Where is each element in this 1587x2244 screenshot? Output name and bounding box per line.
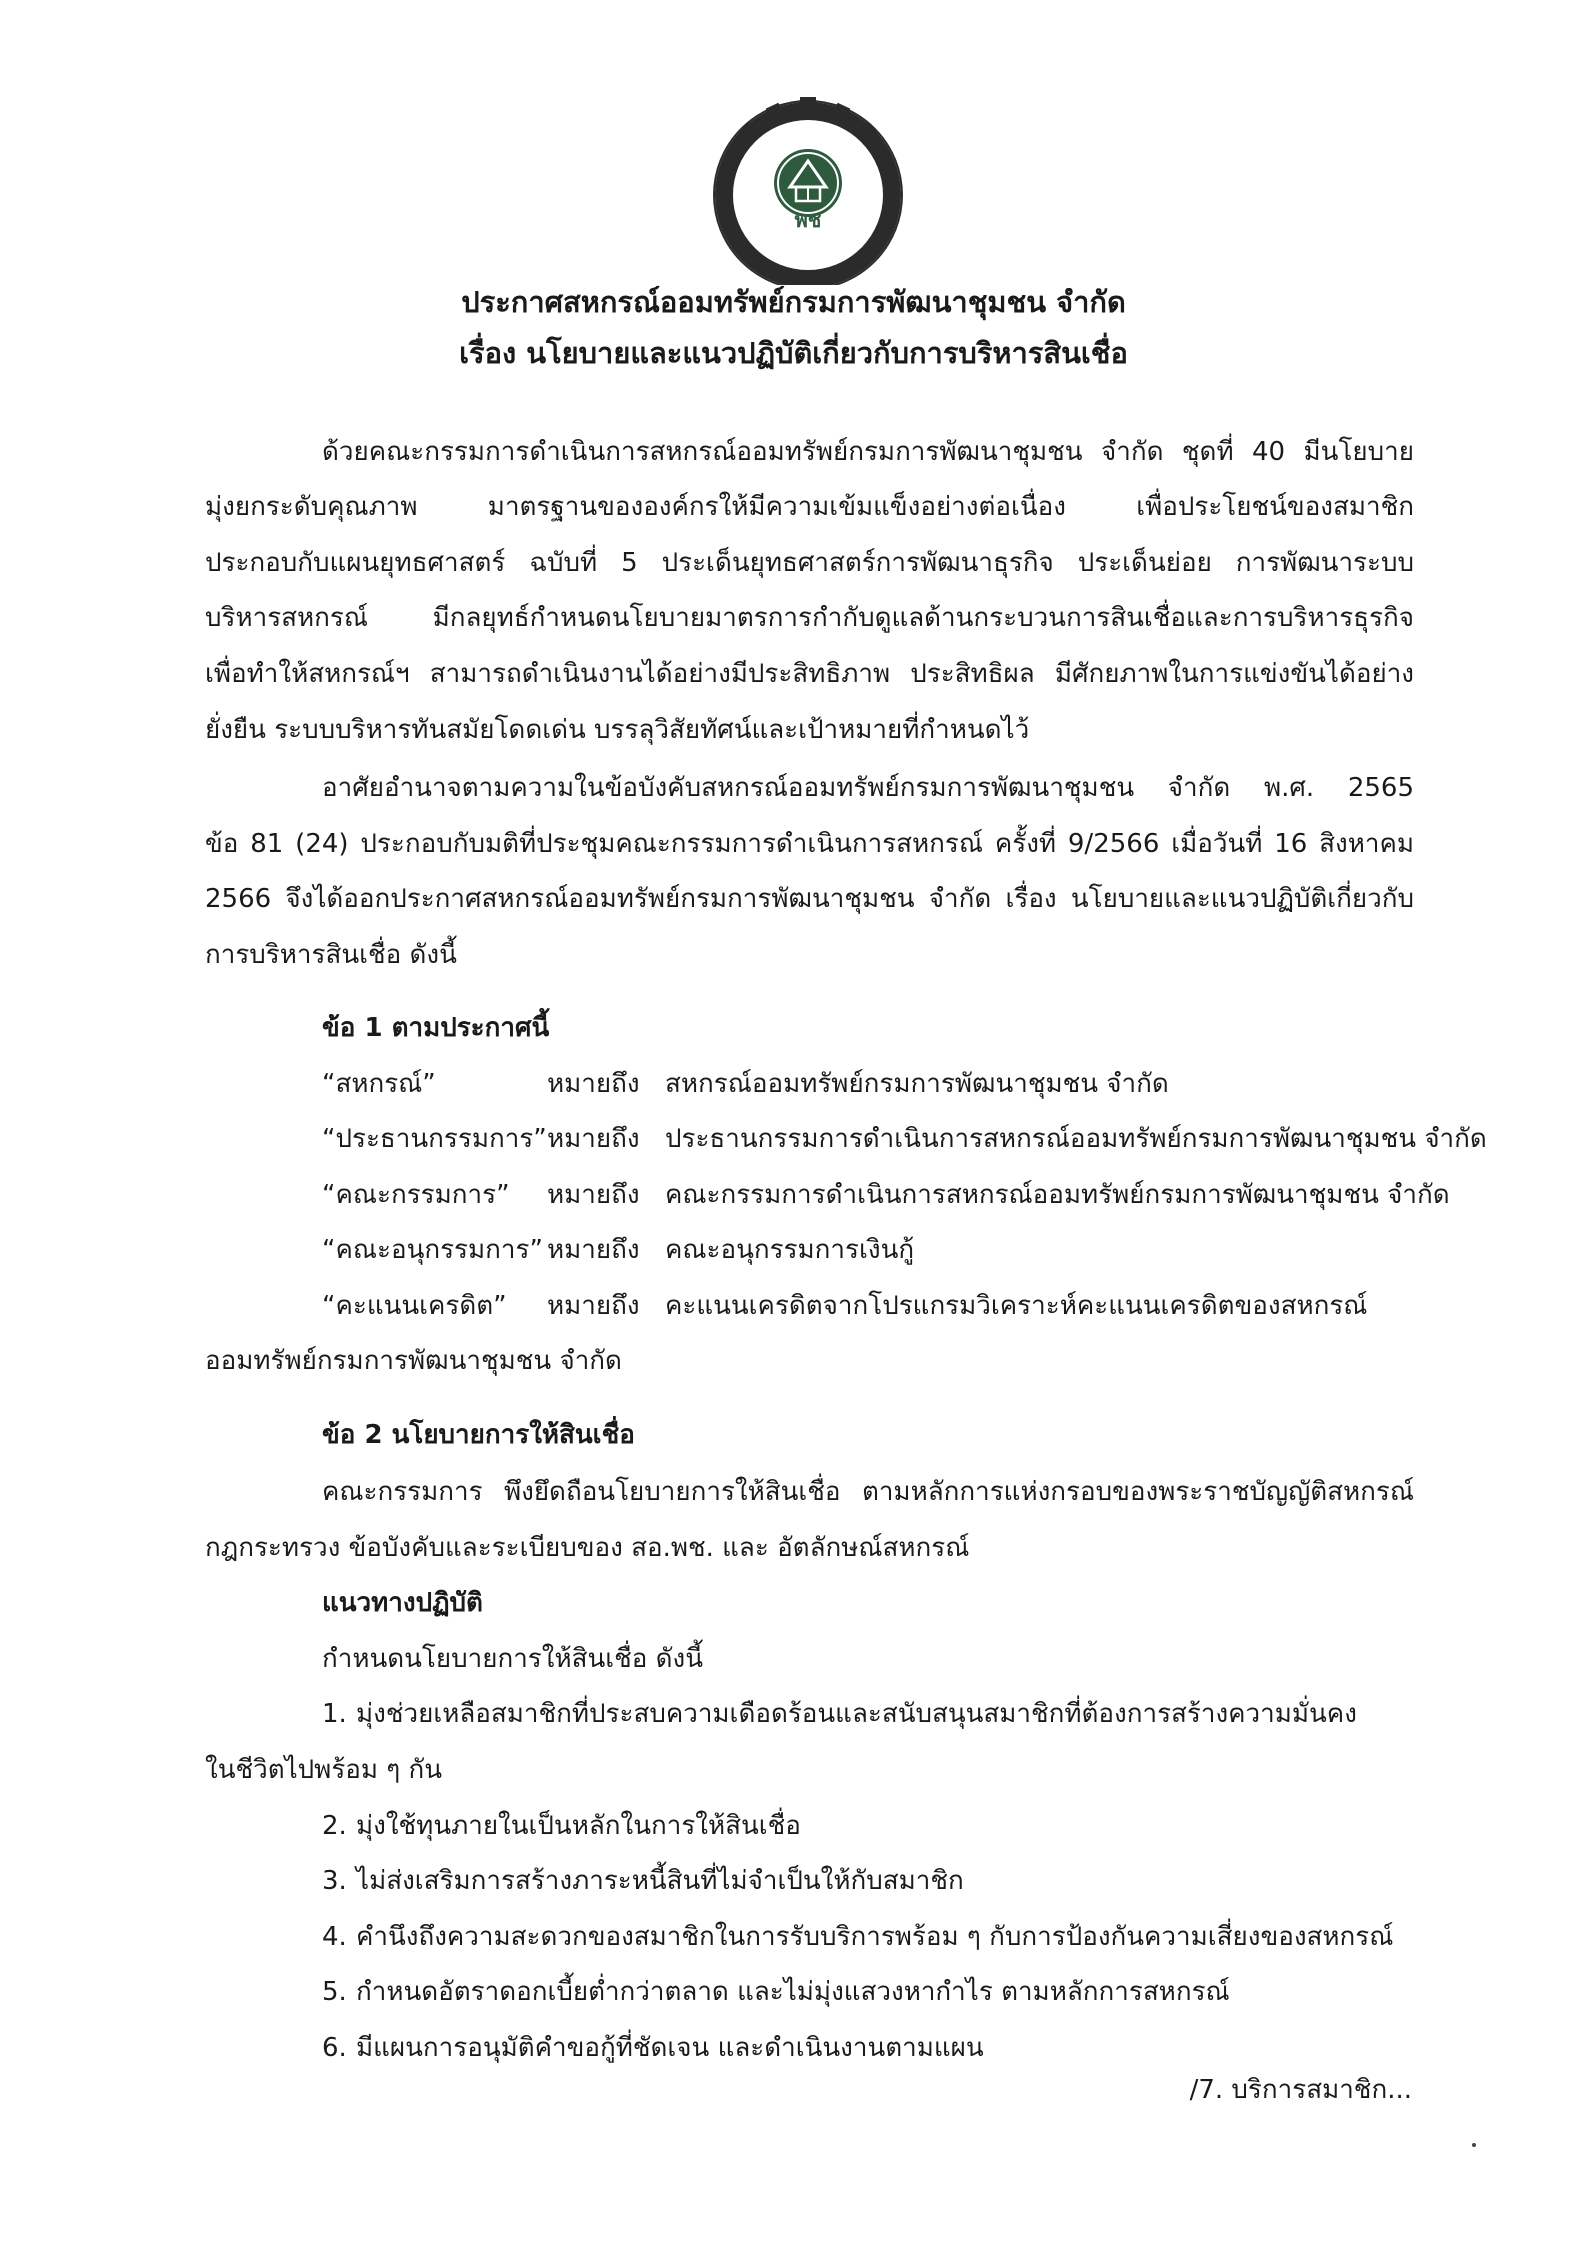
page-continuation: /7. บริการสมาชิก... [1189,2075,1412,2105]
definition-means: หมายถึง [547,1069,640,1099]
para1-line: ยั่งยืน ระบบบริหารทันสมัยโดดเด่น บรรลุวิสัยทัศน์และเป้าหมายที่กำหนดไว้ [205,715,1030,745]
list-item-number: 6. [322,2033,347,2063]
list-item-number: 5. [322,1977,347,2007]
definition-text: สหกรณ์ออมทรัพย์กรมการพัฒนาชุมชน จำกัด [665,1069,1169,1099]
announcement-title: ประกาศสหกรณ์ออมทรัพย์กรมการพัฒนาชุมชน จำกัด [461,285,1126,319]
list-item-text: มุ่งช่วยเหลือสมาชิกที่ประสบความเดือดร้อนและสนับสนุนสมาชิกที่ต้องการสร้างความมั่นคง [356,1699,1357,1729]
logo-ring-text: สหกรณ์ออมทรัพย์กรมการพัฒนาชุมชน จำกัด [733,195,884,271]
list-item-text: ไม่ส่งเสริมการสร้างภาระหนี้สินที่ไม่จำเป็นให้กับสมาชิก [356,1866,964,1896]
definition-term: “ประธานกรรมการ” [322,1124,547,1154]
list-item-text: มุ่งใช้ทุนภายในเป็นหลักในการให้สินเชื่อ [356,1811,801,1841]
para2-line: การบริหารสินเชื่อ ดังนี้ [205,940,457,970]
list-item-text: มีแผนการอนุมัติคำขอกู้ที่ชัดเจน และดำเนินงานตามแผน [356,2033,984,2063]
definition-term: “คะแนนเครดิต” [322,1291,507,1321]
announcement-subject: เรื่อง นโยบายและแนวปฏิบัติเกี่ยวกับการบริหารสินเชื่อ [459,336,1128,370]
definition-text: คณะอนุกรรมการเงินกู้ [665,1235,915,1265]
list-item-number: 1. [322,1699,347,1729]
para1-line: ด้วยคณะกรรมการดำเนินการสหกรณ์ออมทรัพย์กรมการพัฒนาชุมชน จำกัด ชุดที่ 40 มีนโยบาย [322,437,1414,467]
list-item-number: 4. [322,1922,347,1952]
definition-means: หมายถึง [547,1180,640,1210]
para1-line: ประกอบกับแผนยุทธศาสตร์ ฉบับที่ 5 ประเด็นยุทธศาสตร์การพัฒนาธุรกิจ ประเด็นย่อย การพัฒนาระบบ [205,548,1414,578]
para1-line: มุ่งยกระดับคุณภาพ มาตรฐานขององค์กรให้มีความเข้มแข็งอย่างต่อเนื่อง เพื่อประโยชน์ของสมาชิก [205,492,1414,522]
clause1-heading: ข้อ 1 ตามประกาศนี้ [322,1013,550,1043]
definition-means: หมายถึง [547,1124,640,1154]
definition-term: “คณะกรรมการ” [322,1180,510,1210]
list-item-number: 3. [322,1866,347,1896]
clause2-body-line: คณะกรรมการ พึงยึดถือนโยบายการให้สินเชื่อ ตามหลักการแห่งกรอบของพระราชบัญญัติสหกรณ์ [322,1477,1414,1507]
definition-means: หมายถึง [547,1235,640,1265]
list-item-text: กำหนดอัตราดอกเบี้ยต่ำกว่าตลาด และไม่มุ่งแสวงหากำไร ตามหลักการสหกรณ์ [356,1977,1230,2007]
definition-text: ประธานกรรมการดำเนินการสหกรณ์ออมทรัพย์กรมการพัฒนาชุมชน จำกัด [665,1124,1487,1154]
clause2-heading: ข้อ 2 นโยบายการให้สินเชื่อ [322,1420,635,1450]
definition-continuation: ออมทรัพย์กรมการพัฒนาชุมชน จำกัด [205,1346,622,1376]
definition-means: หมายถึง [547,1291,640,1321]
clause2-body-line: กฎกระทรวง ข้อบังคับและระเบียบของ สอ.พช. และ อัตลักษณ์สหกรณ์ [205,1533,970,1563]
definition-text: คะแนนเครดิตจากโปรแกรมวิเคราะห์คะแนนเครดิตของสหกรณ์ [665,1291,1368,1321]
para1-line: บริหารสหกรณ์ มีกลยุทธ์กำหนดนโยบายมาตรการกำกับดูแลด้านกระบวนการสินเชื่อและการบริหารธุรกิจ [205,603,1414,633]
para2-line: ข้อ 81 (24) ประกอบกับมติที่ประชุมคณะกรรมการดำเนินการสหกรณ์ ครั้งที่ 9/2566 เมื่อวันที่ 16 สิงหาคม [205,829,1414,859]
para2-line: 2566 จึงได้ออกประกาศสหกรณ์ออมทรัพย์กรมการพัฒนาชุมชน จำกัด เรื่อง นโยบายและแนวปฏิบัติเกี่ยวกับ [205,884,1414,914]
practice-heading: แนวทางปฏิบัติ [322,1588,483,1618]
cooperative-emblem-icon [708,95,908,285]
list-item-number: 2. [322,1811,347,1841]
definition-term: “สหกรณ์” [322,1069,436,1099]
list-item-text: คำนึงถึงความสะดวกของสมาชิกในการรับบริการพร้อม ๆ กับการป้องกันความเสี่ยงของสหกรณ์ [356,1922,1394,1952]
para2-line: อาศัยอำนาจตามความในข้อบังคับสหกรณ์ออมทรัพย์กรมการพัฒนาชุมชน จำกัด พ.ศ. 2565 [322,773,1414,803]
para1-line: เพื่อทำให้สหกรณ์ฯ สามารถดำเนินงานได้อย่างมีประสิทธิภาพ ประสิทธิผล มีศักยภาพในการแข่งขันได้อย่าง [205,659,1414,689]
practice-intro: กำหนดนโยบายการให้สินเชื่อ ดังนี้ [322,1644,703,1674]
scan-mark [1472,2143,1476,2147]
logo-center-text: พช [794,208,822,232]
definition-term: “คณะอนุกรรมการ” [322,1235,543,1265]
list-item-continuation: ในชีวิตไปพร้อม ๆ กัน [205,1755,443,1785]
definition-text: คณะกรรมการดำเนินการสหกรณ์ออมทรัพย์กรมการพัฒนาชุมชน จำกัด [665,1180,1450,1210]
